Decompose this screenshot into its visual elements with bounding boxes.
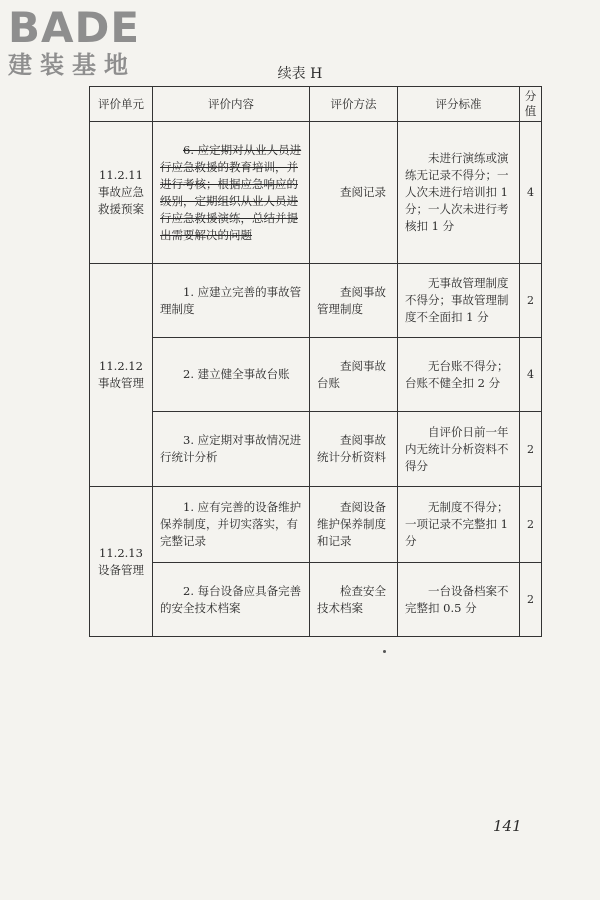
- method-cell: 查阅事故管理制度: [310, 264, 398, 338]
- table-row: [90, 122, 542, 264]
- content-cell: 3. 应定期对事故情况进行统计分析: [153, 412, 310, 487]
- table-row: [90, 487, 542, 563]
- unit-cell: 11.2.12 事故管理: [90, 264, 153, 487]
- stray-dot: [383, 650, 386, 653]
- content-cell: 1. 应有完善的设备维护保养制度，并切实落实，有完整记录: [153, 487, 310, 563]
- table-row: [90, 264, 542, 338]
- table-row: [90, 412, 542, 487]
- score-cell: 2: [520, 487, 542, 563]
- criteria-cell: 未进行演练或演练无记录不得分；一人次未进行培训扣 1 分；一人次未进行考核扣 1 分: [398, 122, 520, 264]
- logo-subtitle: 建装基地: [8, 51, 136, 79]
- table-header-row: [90, 87, 542, 122]
- table-row: [90, 338, 542, 412]
- header-unit: 评价单元: [90, 87, 153, 122]
- logo-brand: BADE: [8, 3, 141, 52]
- content-cell: 2. 建立健全事故台账: [153, 338, 310, 412]
- method-cell: 查阅记录: [310, 122, 398, 264]
- header-content: 评价内容: [153, 87, 310, 122]
- content-cell: 6. 应定期对从业人员进行应急救援的教育培训，并进行考核；根据应急响应的级别，定期组织从业人员进行应急救援演练，总结并提出需要解决的问题: [153, 122, 310, 264]
- score-cell: 4: [520, 338, 542, 412]
- table-row: [90, 563, 542, 637]
- criteria-cell: 无制度不得分；一项记录不完整扣 1 分: [398, 487, 520, 563]
- score-cell: 4: [520, 122, 542, 264]
- header-method: 评价方法: [310, 87, 398, 122]
- score-cell: 2: [520, 412, 542, 487]
- method-cell: 查阅事故统计分析资料: [310, 412, 398, 487]
- method-cell: 查阅事故台账: [310, 338, 398, 412]
- page-number: 141: [493, 817, 522, 835]
- table-caption: 续表 H: [277, 66, 323, 82]
- criteria-cell: 无事故管理制度不得分；事故管理制度不全面扣 1 分: [398, 264, 520, 338]
- content-cell: 2. 每台设备应具备完善的安全技术档案: [153, 563, 310, 637]
- unit-cell: 11.2.13 设备管理: [90, 487, 153, 637]
- score-cell: 2: [520, 563, 542, 637]
- content-cell: 1. 应建立完善的事故管理制度: [153, 264, 310, 338]
- evaluation-table: [89, 86, 542, 637]
- criteria-cell: 自评价日前一年内无统计分析资料不得分: [398, 412, 520, 487]
- header-criteria: 评分标准: [398, 87, 520, 122]
- header-score: 分值: [520, 87, 542, 122]
- method-cell: 检查安全技术档案: [310, 563, 398, 637]
- score-cell: 2: [520, 264, 542, 338]
- criteria-cell: 一台设备档案不完整扣 0.5 分: [398, 563, 520, 637]
- unit-cell: 11.2.11 事故应急救援预案: [90, 122, 153, 264]
- criteria-cell: 无台账不得分；台账不健全扣 2 分: [398, 338, 520, 412]
- method-cell: 查阅设备维护保养制度和记录: [310, 487, 398, 563]
